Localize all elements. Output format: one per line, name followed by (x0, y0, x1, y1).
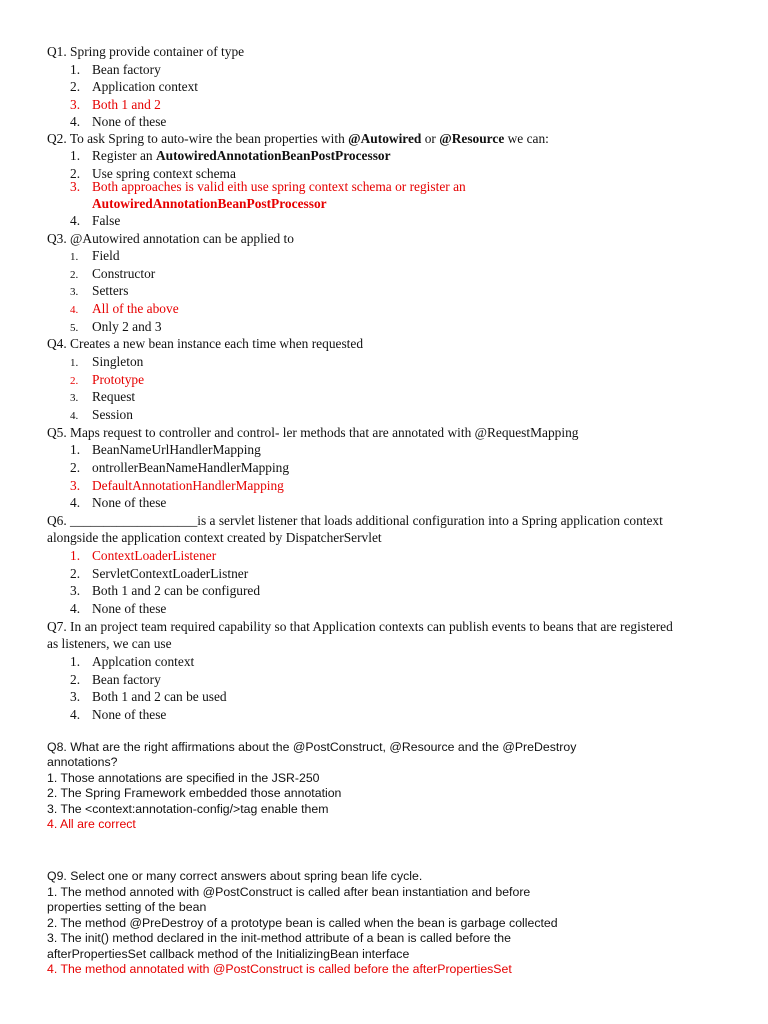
q7-option-2: 2. Bean factory (70, 672, 161, 687)
q3-option-2: 2. Constructor (70, 266, 156, 281)
q8-item-2: 2. The Spring Framework embedded those annotation (47, 786, 342, 800)
q4-option-3: 3. Request (70, 389, 136, 404)
q2-option-4: 4. False (70, 213, 121, 228)
q9-item-2: 2. The method @PreDestroy of a prototype bean is called when the bean is garbage collected (47, 916, 558, 930)
q6-option-3: 3. Both 1 and 2 can be configured (70, 583, 261, 598)
q6-question-line-1: Q6. ___________________is a servlet listener that loads additional configuration into a Spring application context (47, 513, 663, 528)
q2-option-1: 1. Register an AutowiredAnnotationBeanPostProcessor (70, 148, 391, 163)
q6-option-2: 2. ServletContextLoaderListner (70, 566, 249, 581)
q3-option-5: 5. Only 2 and 3 (70, 319, 162, 334)
q2-option-3-answer: 3. Both approaches is valid eith use spring context schema or register an (70, 179, 466, 194)
q4-option-2-answer: 2. Prototype (70, 372, 145, 387)
q1-option-4: 4. None of these (70, 114, 167, 129)
q2-question: Q2. To ask Spring to auto-wire the bean properties with @Autowired or @Resource we can: (47, 131, 549, 146)
q9-item-3-continued: afterPropertiesSet callback method of the InitializingBean interface (47, 947, 410, 961)
q6-option-4: 4. None of these (70, 601, 167, 616)
q8-item-4-answer: 4. All are correct (47, 817, 136, 831)
q9-item-1-continued: properties setting of the bean (47, 900, 207, 914)
q6-question-line-2: alongside the application context created by DispatcherServlet (47, 530, 382, 545)
q8-item-1: 1. Those annotations are specified in the JSR-250 (47, 771, 320, 785)
q2-option-2: 2. Use spring context schema (70, 166, 236, 181)
q4-option-4: 4. Session (70, 407, 133, 422)
q3-option-3: 3. Setters (70, 283, 129, 298)
q7-question-line-1: Q7. In an project team required capability so that Application contexts can publish events to beans that are registered (47, 619, 673, 634)
q1-question: Q1. Spring provide container of type (47, 44, 245, 59)
q1-option-3-answer: 3. Both 1 and 2 (70, 97, 161, 112)
q9-item-4-answer: 4. The method annotated with @PostConstruct is called before the afterPropertiesSet (47, 962, 512, 976)
q8-question-line-1: Q8. What are the right affirmations about the @PostConstruct, @Resource and the @PreDestroy (47, 740, 577, 754)
q5-option-2: 2. ontrollerBeanNameHandlerMapping (70, 460, 290, 475)
q7-option-1: 1. Applcation context (70, 654, 195, 669)
q5-question: Q5. Maps request to controller and control- ler methods that are annotated with @RequestMapping (47, 425, 579, 440)
q7-option-3: 3. Both 1 and 2 can be used (70, 689, 227, 704)
q3-option-4-answer: 4. All of the above (70, 301, 179, 316)
q7-option-4: 4. None of these (70, 707, 167, 722)
q6-option-1-answer: 1. ContextLoaderListener (70, 548, 217, 563)
q4-question: Q4. Creates a new bean instance each time when requested (47, 336, 364, 351)
q5-option-3-answer: 3. DefaultAnnotationHandlerMapping (70, 478, 284, 493)
q3-option-1: 1. Field (70, 248, 120, 263)
q7-question-line-2: as listeners, we can use (47, 636, 172, 651)
q5-option-1: 1. BeanNameUrlHandlerMapping (70, 442, 261, 457)
q1-option-2: 2. Application context (70, 79, 198, 94)
q9-item-1: 1. The method annoted with @PostConstruct is called after bean instantiation and before (47, 885, 531, 899)
q9-item-3: 3. The init() method declared in the init-method attribute of a bean is called before the (47, 931, 511, 945)
q8-question-line-2: annotations? (47, 755, 118, 769)
q8-item-3: 3. The <context:annotation-config/>tag enable them (47, 802, 329, 816)
q4-option-1: 1. Singleton (70, 354, 144, 369)
q3-question: Q3. @Autowired annotation can be applied to (47, 231, 294, 246)
q2-option-3-answer-continued: AutowiredAnnotationBeanPostProcessor (92, 196, 327, 211)
q5-option-4: 4. None of these (70, 495, 167, 510)
q1-option-1: 1. Bean factory (70, 62, 161, 77)
q9-question: Q9. Select one or many correct answers about spring bean life cycle. (47, 869, 423, 883)
